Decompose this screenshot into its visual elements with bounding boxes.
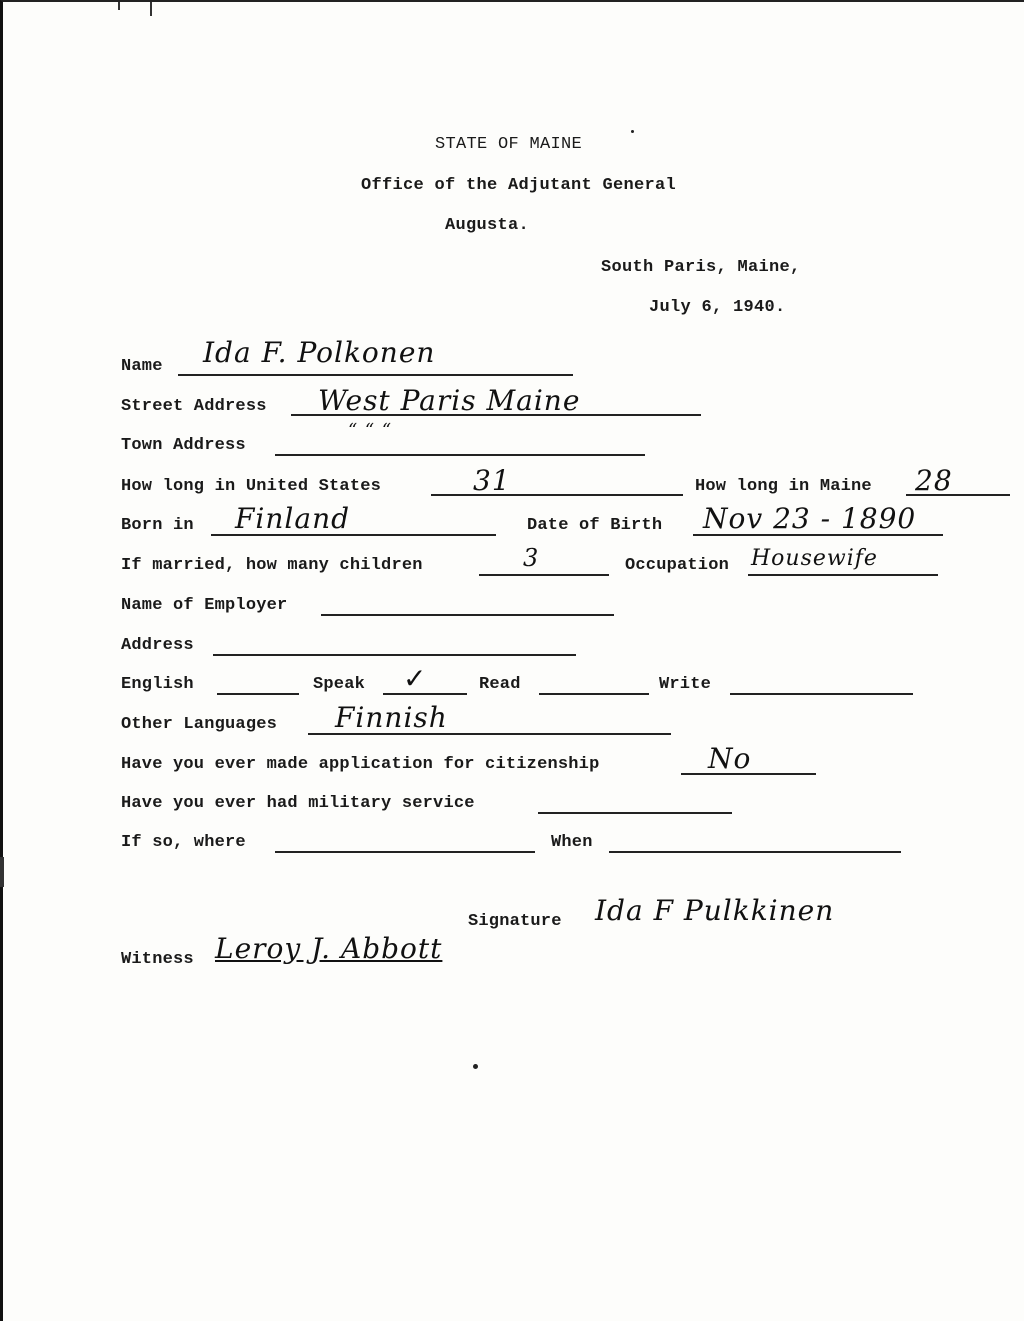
label-citizenship: Have you ever made application for citizenship: [121, 755, 600, 774]
value-how-long-us: 31: [473, 464, 511, 497]
line-if-so-where: [275, 851, 535, 853]
line-how-long-us: [431, 494, 683, 496]
value-name: Ida F. Polkonen: [203, 336, 436, 369]
line-name: [178, 374, 573, 376]
label-if-so-where: If so, where: [121, 833, 246, 852]
line-employer: [321, 614, 614, 616]
label-witness: Witness: [121, 950, 194, 969]
header-date: July 6, 1940.: [649, 298, 786, 317]
header-place: South Paris, Maine,: [601, 258, 801, 277]
label-street-address: Street Address: [121, 397, 267, 416]
line-when: [609, 851, 901, 853]
label-born-in: Born in: [121, 516, 194, 535]
value-born-in: Finland: [235, 502, 351, 535]
value-signature: Ida F Pulkkinen: [595, 894, 835, 927]
label-when: When: [551, 833, 593, 852]
header-office: Office of the Adjutant General: [361, 176, 677, 195]
value-how-long-maine: 28: [915, 464, 953, 497]
label-english: English: [121, 675, 194, 694]
value-witness: Leroy J. Abbott: [215, 932, 443, 965]
line-english: [217, 693, 299, 695]
label-read: Read: [479, 675, 521, 694]
speck: [631, 130, 634, 133]
value-occupation: Housewife: [751, 546, 878, 571]
label-how-long-maine: How long in Maine: [695, 477, 872, 496]
label-other-languages: Other Languages: [121, 715, 278, 734]
value-children: 3: [523, 544, 540, 572]
value-date-of-birth: Nov 23 - 1890: [703, 502, 917, 535]
label-how-long-us: How long in United States: [121, 477, 382, 496]
label-address: Address: [121, 636, 194, 655]
header-state: STATE OF MAINE: [435, 135, 583, 154]
line-children: [479, 574, 609, 576]
line-occupation: [748, 574, 938, 576]
speck: [473, 1064, 478, 1069]
line-military: [538, 812, 732, 814]
line-town-address: [275, 454, 645, 456]
scan-mark: [118, 2, 120, 10]
value-speak: ✓: [403, 662, 428, 695]
scan-mark: [0, 857, 4, 887]
value-citizenship: No: [708, 742, 752, 775]
label-military: Have you ever had military service: [121, 794, 475, 813]
header-city: Augusta.: [445, 216, 530, 235]
label-write: Write: [659, 675, 712, 694]
label-employer: Name of Employer: [121, 596, 288, 615]
label-occupation: Occupation: [625, 556, 730, 575]
line-address: [213, 654, 576, 656]
label-speak: Speak: [313, 675, 366, 694]
label-date-of-birth: Date of Birth: [527, 516, 663, 535]
label-name: Name: [121, 357, 163, 376]
label-signature: Signature: [468, 912, 562, 931]
scan-mark: [150, 2, 152, 16]
value-town-address: “ “ “: [348, 420, 393, 441]
value-street-address: West Paris Maine: [318, 384, 581, 417]
line-read: [539, 693, 649, 695]
value-other-languages: Finnish: [335, 701, 448, 734]
line-write: [730, 693, 913, 695]
label-married-children: If married, how many children: [121, 556, 423, 575]
label-town-address: Town Address: [121, 436, 246, 455]
